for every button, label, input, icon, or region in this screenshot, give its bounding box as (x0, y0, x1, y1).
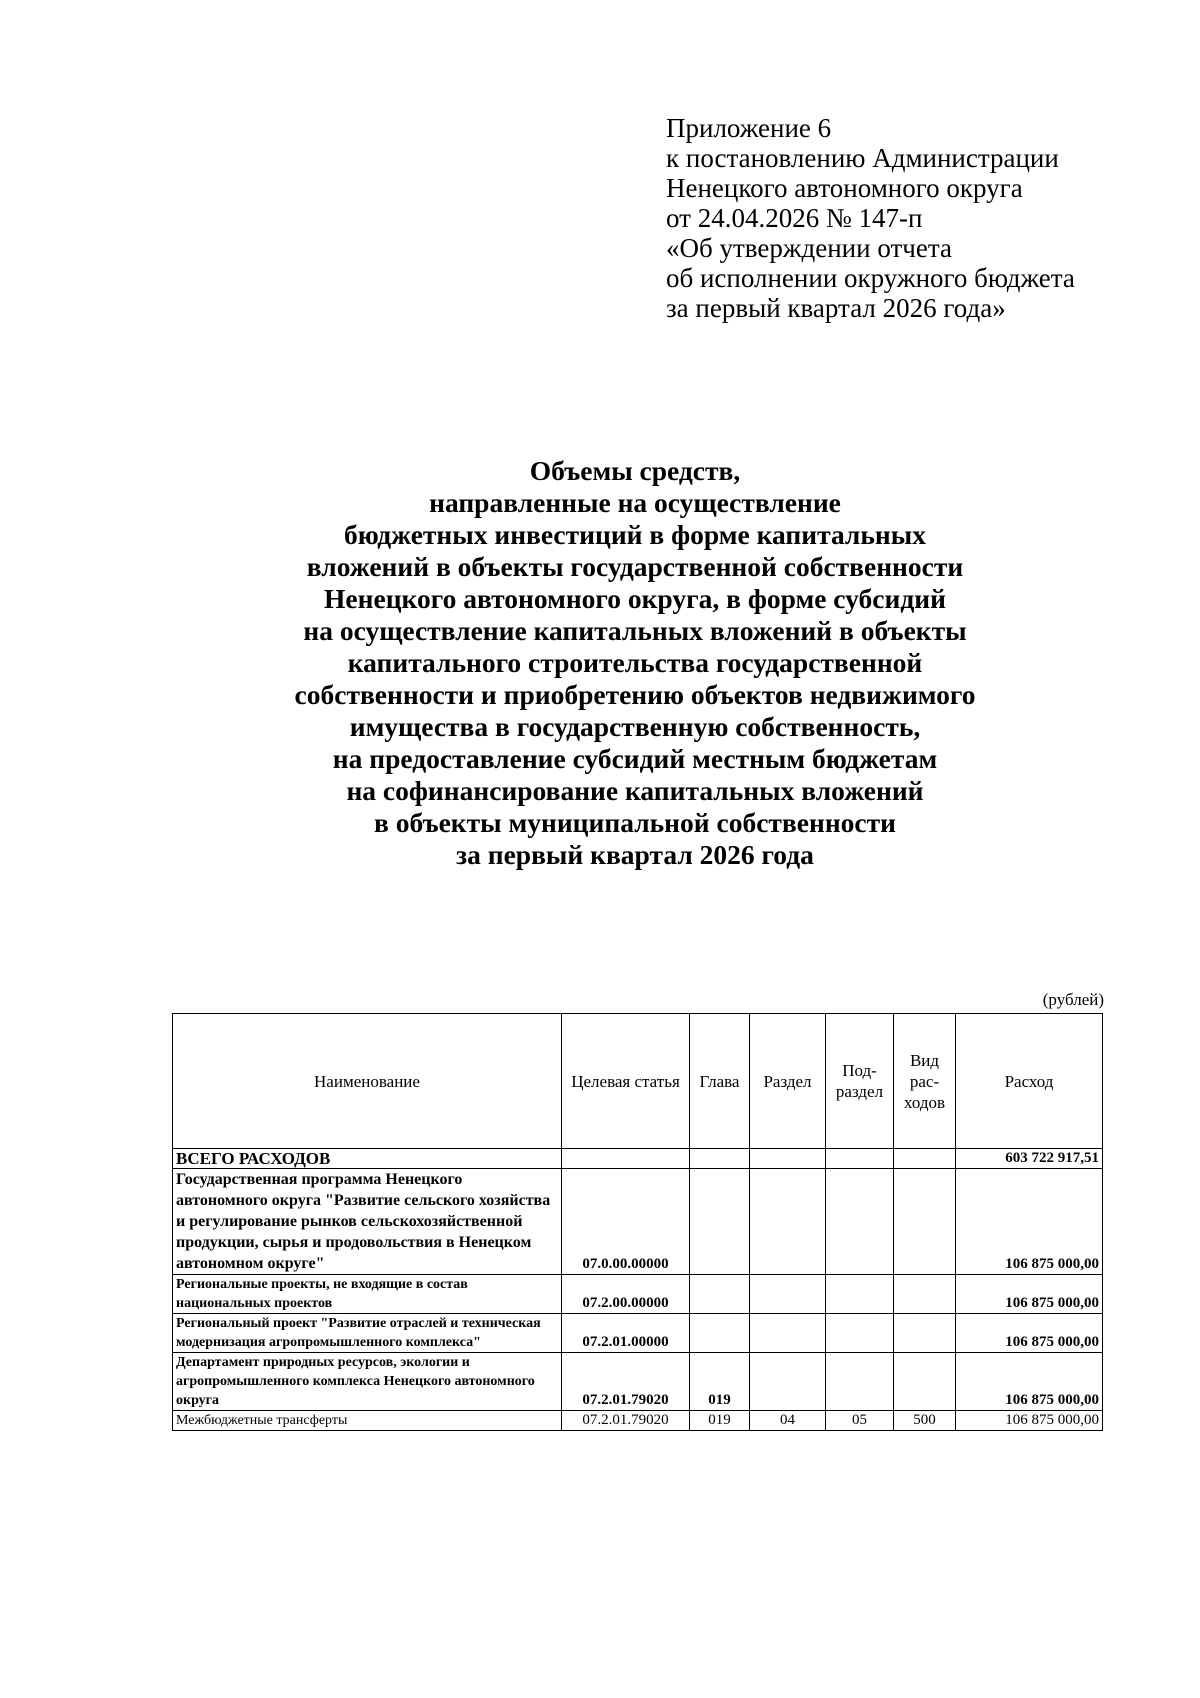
header-expense: Расход (956, 1014, 1103, 1149)
cell-section (750, 1149, 826, 1169)
cell-target: 07.0.00.00000 (562, 1169, 690, 1275)
budget-table (172, 1013, 1103, 1431)
title-line: на осуществление капитальных вложений в объекты (303, 615, 967, 646)
cell-target: 07.2.00.00000 (562, 1275, 690, 1314)
cell-section (750, 1314, 826, 1353)
table-row (173, 1411, 1103, 1431)
cell-type (894, 1169, 956, 1275)
appendix-header (666, 113, 1166, 323)
cell-type (894, 1275, 956, 1314)
cell-name: ВСЕГО РАСХОДОВ (173, 1149, 562, 1169)
cell-section (750, 1169, 826, 1275)
header-subsection: Под- раздел (826, 1014, 894, 1149)
cell-subsection (826, 1149, 894, 1169)
title-line: направленные на осуществление (429, 487, 841, 518)
cell-chapter: 019 (690, 1411, 750, 1431)
appendix-line: за первый квартал 2026 года» (666, 293, 1006, 323)
title-line: имущества в государственную собственность, (349, 711, 921, 742)
table-row (173, 1169, 1103, 1275)
cell-type: 500 (894, 1411, 956, 1431)
cell-subsection (826, 1314, 894, 1353)
title-line: за первый квартал 2026 года (456, 839, 814, 870)
table-header-row (173, 1014, 1103, 1149)
table-row (173, 1275, 1103, 1314)
cell-target: 07.2.01.79020 (562, 1353, 690, 1411)
cell-subsection: 05 (826, 1411, 894, 1431)
cell-type (894, 1314, 956, 1353)
title-line: на предоставление субсидий местным бюджетам (332, 743, 938, 774)
title-line: Ненецкого автономного округа, в форме субсидий (324, 583, 946, 614)
cell-target: 07.2.01.79020 (562, 1411, 690, 1431)
cell-target: 07.2.01.00000 (562, 1314, 690, 1353)
table-row (173, 1353, 1103, 1411)
cell-section: 04 (750, 1411, 826, 1431)
appendix-line: от 24.04.2026 № 147-п (666, 203, 923, 233)
header-chapter: Глава (690, 1014, 750, 1149)
cell-section (750, 1275, 826, 1314)
cell-expense: 106 875 000,00 (956, 1314, 1103, 1353)
title-line: в объекты муниципальной собственности (374, 807, 896, 838)
cell-expense: 106 875 000,00 (956, 1353, 1103, 1411)
cell-chapter (690, 1314, 750, 1353)
units-label: (рублей) (1042, 990, 1104, 1009)
header-target: Целевая статья (562, 1014, 690, 1149)
cell-section (750, 1353, 826, 1411)
table-row (173, 1314, 1103, 1353)
cell-expense: 603 722 917,51 (956, 1149, 1103, 1169)
appendix-line: к постановлению Администрации (666, 143, 1059, 173)
cell-expense: 106 875 000,00 (956, 1411, 1103, 1431)
cell-name: Государственная программа Ненецкого автономного округа "Развитие сельского хозяйства и регулирование рынков сельскохозяйственной продукции, сырья и продовольствия в Ненецком автономном округе" (173, 1169, 562, 1275)
cell-name: Региональный проект "Развитие отраслей и техническая модернизация агропромышленного комплекса" (173, 1314, 562, 1353)
cell-name: Региональные проекты, не входящие в состав национальных проектов (173, 1275, 562, 1314)
cell-subsection (826, 1275, 894, 1314)
header-section: Раздел (750, 1014, 826, 1149)
title-line: собственности и приобретению объектов недвижимого (294, 679, 976, 710)
appendix-line: Ненецкого автономного округа (666, 173, 1023, 203)
cell-expense: 106 875 000,00 (956, 1275, 1103, 1314)
cell-chapter (690, 1169, 750, 1275)
title-line: бюджетных инвестиций в форме капитальных (344, 519, 926, 550)
cell-chapter: 019 (690, 1353, 750, 1411)
header-name: Наименование (173, 1014, 562, 1149)
title-line: вложений в объекты государственной собственности (306, 551, 964, 582)
cell-name: Межбюджетные трансферты (173, 1411, 562, 1431)
document-title (170, 455, 1100, 871)
cell-chapter (690, 1275, 750, 1314)
cell-subsection (826, 1353, 894, 1411)
title-line: на софинансирование капитальных вложений (346, 775, 924, 806)
title-line: Объемы средств, (529, 455, 741, 486)
cell-target (562, 1149, 690, 1169)
header-type: Вид рас- ходов (894, 1014, 956, 1149)
cell-name: Департамент природных ресурсов, экологии и агропромышленного комплекса Ненецкого автономного округа (173, 1353, 562, 1411)
appendix-line: «Об утверждении отчета (666, 233, 952, 263)
table-row (173, 1149, 1103, 1169)
title-line: капитального строительства государственной (347, 647, 923, 678)
appendix-line: об исполнении окружного бюджета (666, 263, 1075, 293)
cell-subsection (826, 1169, 894, 1275)
appendix-line: Приложение 6 (666, 113, 832, 143)
cell-chapter (690, 1149, 750, 1169)
cell-expense: 106 875 000,00 (956, 1169, 1103, 1275)
cell-type (894, 1149, 956, 1169)
cell-type (894, 1353, 956, 1411)
